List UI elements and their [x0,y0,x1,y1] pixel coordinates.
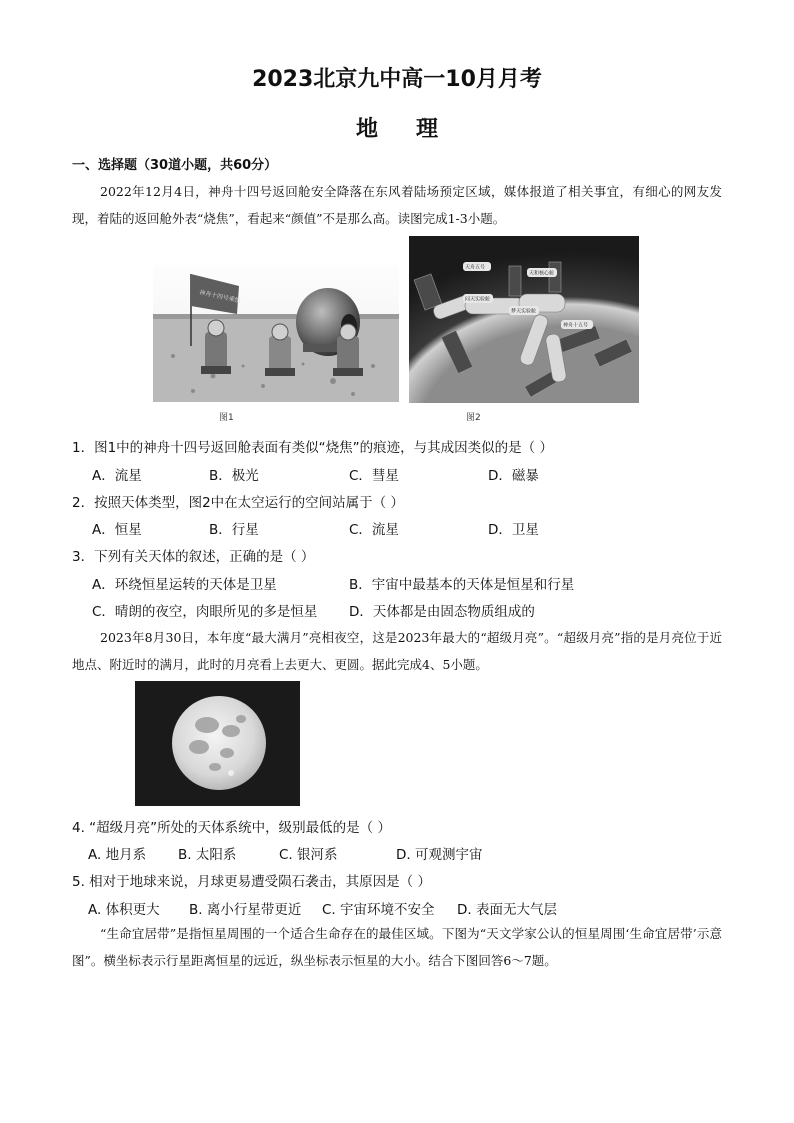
question-4: 4. “超级月亮”所处的天体系统中，级别最低的是（ ） [72,820,391,836]
q2-option-c: C．流星 [349,522,399,538]
q4-option-b: B. 太阳系 [178,847,237,863]
figure-1-caption: 图1 [219,413,234,423]
question-5: 5. 相对于地球来说，月球更易遭受陨石袭击，其原因是（ ） [72,874,431,890]
q4-option-d: D. 可观测宇宙 [396,847,483,863]
page-title: 2023北京九中高一10月月考 [252,67,542,92]
passage-habitable-zone: “生命宜居带”是指恒星周围的一个适合生命存在的最佳区域。下图为“天文学家公认的恒星周围‘生命宜居带’示意图”。横坐标表示行星距离恒星的远近，纵坐标表示恒星的大小。结合下图回答6～7题。 [72,926,722,968]
figure-moon-photo [135,681,300,806]
q5-option-c: C. 宇宙环境不安全 [322,902,435,918]
q5-option-b: B. 离小行星带更近 [189,902,302,918]
q5-option-a: A. 体积更大 [88,902,160,918]
question-2: 2．按照天体类型，图2中在太空运行的空间站属于（ ） [72,495,404,511]
figure-2-caption: 图2 [466,413,481,423]
question-1: 1．图1中的神舟十四号返回舱表面有类似“烧焦”的痕迹，与其成因类似的是（ ） [72,440,553,456]
q1-option-d: D．磁暴 [488,468,539,484]
question-3: 3．下列有关天体的叙述，正确的是（ ） [72,549,315,565]
passage-shenzhou: 2022年12月4日，神舟十四号返回舱安全降落在东风着陆场预定区域，媒体报道了相关事宜，有细心的网友发现，着陆的返回舱外表“烧焦”，看起来“颜值”不是那么高。读图完成1-3小题。 [72,184,722,226]
q2-option-d: D．卫星 [488,522,539,538]
q2-option-a: A．恒星 [92,522,142,538]
passage-super-moon: 2023年8月30日，本年度“最大满月”亮相夜空，这是2023年最大的“超级月亮”。“超级月亮”指的是月亮位于近地点、附近时的满月，此时的月亮看上去更大、更圆。据此完成4、5小题。 [72,630,722,672]
flag-text: 神舟十四号乘组 [198,289,242,305]
label-wentian: 问天实验舱 [465,296,491,303]
q3-option-c: C．晴朗的夜空，肉眼所见的多是恒星 [92,604,318,620]
q4-option-c: C. 银河系 [279,847,338,863]
subject-title: 地理 [355,117,476,142]
label-tianhe: 天和核心舱 [529,270,555,277]
label-mengtian: 梦天实验舱 [511,308,537,315]
q1-option-a: A．流星 [92,468,142,484]
q5-option-d: D. 表面无大气层 [457,902,557,918]
q3-option-d: D．天体都是由固态物质组成的 [349,604,535,620]
q1-option-c: C．彗星 [349,468,399,484]
label-shenzhou15: 神舟十五号 [563,322,589,329]
q3-option-a: A．环绕恒星运转的天体是卫星 [92,577,277,593]
q3-option-b: B．宇宙中最基本的天体是恒星和行星 [349,577,575,593]
label-tianzhou: 天舟五号 [465,264,486,271]
figure-2-space-station [409,236,639,403]
q2-option-b: B．行星 [209,522,259,538]
q4-option-a: A. 地月系 [88,847,147,863]
q1-option-b: B．极光 [209,468,259,484]
section-heading: 一、选择题（30道小题，共60分） [72,158,278,173]
figure-1-landing-photo [153,266,399,402]
